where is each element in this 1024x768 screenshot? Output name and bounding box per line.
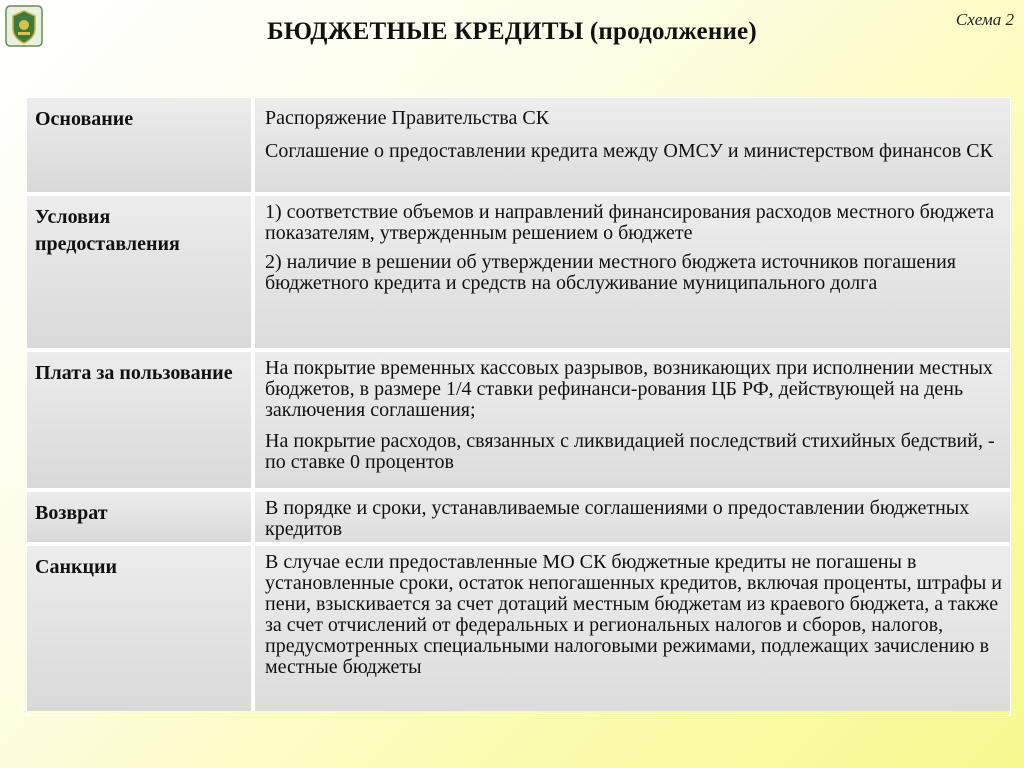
content-paragraph: В порядке и сроки, устанавливаемые соглашениями о предоставлении бюджетных кредитов — [265, 497, 970, 540]
content-paragraph: 2) наличие в решении об утверждении местного бюджета источников погашения бюджетного кредита и средств на обслуживание муниципального долга — [265, 251, 956, 294]
row-content — [255, 196, 1010, 348]
row-label: Плата за пользование — [27, 352, 255, 488]
table-row — [27, 98, 1010, 196]
table-row — [27, 546, 1010, 711]
content-paragraph: На покрытие расходов, связанных с ликвидацией последствий стихийных бедствий, - по ставке 0 процентов — [265, 430, 995, 473]
row-label: Основание — [27, 98, 255, 192]
content-paragraph: 1) соответствие объемов и направлений финансирования расходов местного бюджета показателям, утвержденным решением о бюджете — [265, 201, 995, 244]
row-content — [255, 352, 1010, 488]
table-row — [27, 492, 1010, 546]
page-title: БЮДЖЕТНЫЕ КРЕДИТЫ (продолжение) — [267, 18, 757, 45]
row-content — [255, 546, 1010, 711]
content-paragraph: В случае если предоставленные МО СК бюджетные кредиты не погашены в установленные сроки, остаток непогашенных кредитов, включая проценты, штрафы и пени, взыскивается за счет дотаций местным бюджетам из краевого бюджета, а также за счет отчислений от федеральных и региональных налогов и сборов, налогов, предусмотренных специальными налоговыми режимами, подлежащих зачислению в местные бюджеты — [265, 551, 1003, 678]
content-paragraph: Соглашение о предоставлении кредита между ОМСУ и министерством финансов СК — [265, 140, 993, 162]
row-label: Условия предоставления — [27, 196, 255, 348]
row-content — [255, 492, 1010, 542]
content-paragraph: Распоряжение Правительства СК — [265, 107, 550, 129]
credits-table — [26, 97, 1011, 716]
table-row — [27, 196, 1010, 352]
row-label: Возврат — [27, 492, 255, 542]
row-label: Санкции — [27, 546, 255, 711]
table-row — [27, 352, 1010, 492]
content-paragraph: На покрытие временных кассовых разрывов, возникающих при исполнении местных бюджетов, в размере 1/4 ставки рефинанси-рования ЦБ РФ, действующей на день заключения соглашения; — [265, 357, 993, 421]
row-content — [255, 98, 1010, 192]
schema-label: Схема 2 — [955, 10, 1014, 29]
